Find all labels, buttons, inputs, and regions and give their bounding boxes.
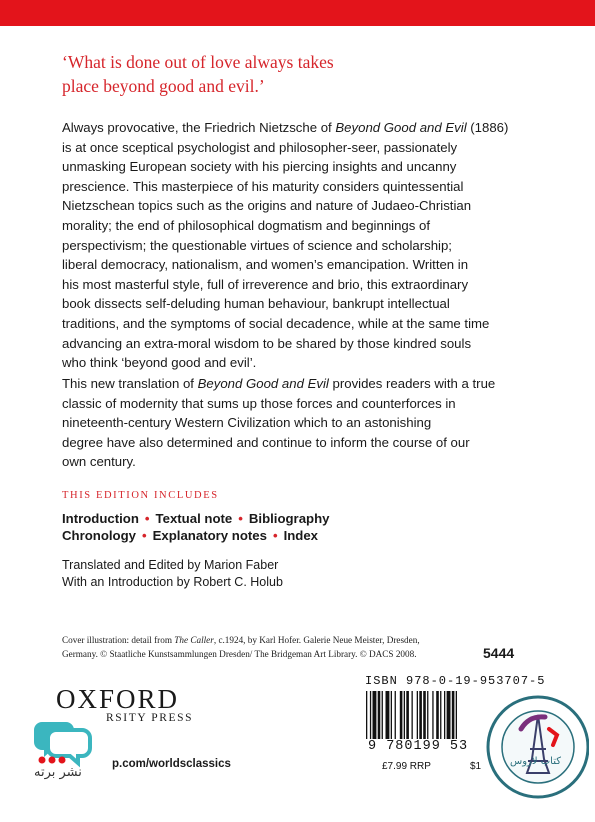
- barcode-bar: [370, 691, 371, 739]
- cover-quote: [62, 50, 532, 98]
- barcode-icon: [366, 691, 488, 739]
- cover-illustration-credit: [62, 633, 462, 661]
- italic-title: Beyond Good and Evil: [197, 376, 329, 391]
- include-item: Index: [283, 528, 319, 543]
- text-line: Germany. © Staatliche Kunstsammlungen Dresden/ The Bridgeman Art Library. © DACS 2008.: [62, 649, 417, 659]
- barcode-bar: [404, 691, 405, 739]
- translator-credit: Translated and Edited by Marion Faber: [62, 558, 279, 572]
- publisher-press-line: RSITY PRESS: [106, 712, 194, 724]
- text-line: classic of modernity that sums up those forces and counterforces in: [62, 395, 456, 411]
- include-item: Bibliography: [248, 511, 330, 526]
- barcode-bar: [444, 691, 445, 739]
- include-item: Chronology: [62, 528, 136, 543]
- text-line: Always provocative, the Friedrich Nietzsche of Beyond Good and Evil (1886): [62, 120, 509, 135]
- publisher-url: p.com/worldsclassics: [112, 758, 231, 770]
- stamp-caption: كتاب لاروس: [510, 756, 561, 767]
- bullet-icon: •: [238, 511, 243, 526]
- isbn-label: ISBN 978-0-19-953707-5: [365, 674, 546, 688]
- publisher-logo-wordmark: OXFORD: [56, 684, 180, 714]
- quote-line: place beyond good and evil.’: [62, 76, 265, 96]
- barcode-bar: [436, 691, 439, 739]
- edition-includes-heading: THIS EDITION INCLUDES: [62, 490, 219, 501]
- barcode-bar: [452, 691, 455, 739]
- text-line: nineteenth-century Western Civilization which to an astonishing: [62, 415, 432, 431]
- barcode-bar: [440, 691, 441, 739]
- text-line: own century.: [62, 454, 136, 470]
- barcode-bar: [432, 691, 433, 739]
- text-line: degree have also determined and continue to inform the course of our: [62, 434, 470, 450]
- text-line: traditions, and the symptoms of social decadence, while at the same time: [62, 315, 490, 331]
- bullet-icon: •: [144, 511, 150, 526]
- barcode-bar: [423, 691, 426, 739]
- include-item: Textual note: [155, 511, 233, 526]
- text-line: Nietzschean topics such as the origins and nature of Judaeo-Christian: [62, 198, 472, 214]
- quote-line: ‘What is done out of love always takes: [62, 52, 334, 72]
- eiffel-tower-stamp-icon: [483, 689, 589, 807]
- include-item: Explanatory notes: [152, 528, 267, 543]
- text-line: book dissects self-deluding human behaviour, bankrupt intellectual: [62, 296, 450, 312]
- text-line: his most masterful style, full of irreverence and brio, this extraordinary: [62, 276, 469, 292]
- text-line: morality; the end of philosophical dogmatism and beginnings of: [62, 217, 431, 233]
- description-paragraph-1: [62, 118, 572, 373]
- text-line: This new translation of Beyond Good and Evil provides readers with a true: [62, 376, 496, 391]
- text-line: unmasking European society with his piercing insights and uncanny: [62, 159, 457, 175]
- barcode-bar: [386, 691, 390, 739]
- barcode-bar: [406, 691, 409, 739]
- barcode-bar: [447, 691, 451, 739]
- text-line: prescience. This masterpiece of his maturity considers quintessential: [62, 178, 464, 194]
- edition-includes-row-2: [62, 528, 318, 543]
- price-code: 5444: [483, 645, 515, 661]
- barcode-bar: [366, 691, 367, 739]
- text-line: Cover illustration: detail from The Caller, c.1924, by Karl Hofer. Galerie Neue Meister, Dresden,: [62, 635, 420, 645]
- include-item: Introduction: [62, 511, 139, 526]
- barcode-bar: [382, 691, 383, 739]
- barcode-bar: [395, 691, 396, 739]
- barcode-bar: [400, 691, 403, 739]
- barcode-bar: [373, 691, 377, 739]
- uk-price: £7.99 RRP: [382, 761, 431, 772]
- barcode-bar: [419, 691, 422, 739]
- barcode-bar: [412, 691, 413, 739]
- edition-includes-row-1: [62, 511, 329, 526]
- top-red-band: [0, 0, 595, 26]
- us-price: $1: [470, 761, 482, 772]
- italic-title: Beyond Good and Evil: [335, 120, 467, 135]
- barcode-bar: [378, 691, 381, 739]
- barcode-bar: [456, 691, 457, 739]
- text-line: perspectivism; the questionable virtues of science and scholarship;: [62, 237, 452, 253]
- text-line: who think ‘beyond good and evil’.: [62, 355, 257, 371]
- italic-title: The Caller: [174, 635, 214, 645]
- barcode-bar: [427, 691, 428, 739]
- description-paragraph-2: [62, 374, 572, 472]
- barcode-number: 9 780199 53: [368, 739, 469, 754]
- text-line: is at once sceptical psychologist and philosopher-seer, passionately: [62, 139, 458, 155]
- bullet-icon: •: [142, 528, 147, 543]
- barcode-bar: [417, 691, 418, 739]
- introduction-credit: With an Introduction by Robert C. Holub: [62, 575, 283, 589]
- barcode-bar: [391, 691, 392, 739]
- logo-caption: نشر برته: [34, 765, 82, 780]
- text-line: advancing an extra-moral wisdom to be shared by those kindred souls: [62, 335, 472, 351]
- text-line: liberal democracy, nationalism, and women’s emancipation. Written in: [62, 257, 469, 273]
- bullet-icon: •: [272, 528, 278, 543]
